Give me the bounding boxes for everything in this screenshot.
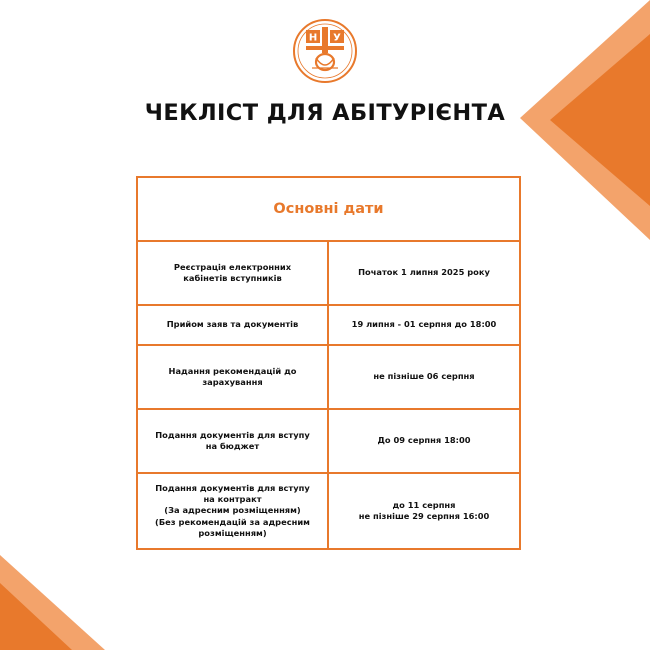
event-cell: Надання рекомендацій до зарахування [138, 346, 329, 408]
table-row [138, 306, 519, 346]
corner-decoration-left [0, 555, 105, 650]
event-cell: Подання документів для вступу на контракт (За адресним розміщенням) (Без рекомендацій за адресним розміщенням) [138, 474, 329, 548]
university-logo [292, 18, 358, 84]
date-cell: 19 липня - 01 серпня до 18:00 [351, 319, 497, 330]
table-header-label: Основні дати [273, 201, 384, 217]
page-title: ЧЕКЛІСТ ДЛЯ АБІТУРІЄНТА [144, 100, 506, 126]
event-cell: Подання документів для вступу на бюджет [138, 410, 329, 472]
logo-letter-u: У [333, 32, 341, 44]
date-cell: До 09 серпня 18:00 [377, 435, 471, 446]
table-row [138, 242, 519, 306]
dates-table [136, 176, 521, 550]
table-row [138, 346, 519, 410]
logo-letter-n: Н [308, 32, 318, 44]
table-header [138, 178, 519, 242]
event-cell: Реєстрація електронних кабінетів вступників [138, 242, 329, 304]
table-row [138, 474, 519, 548]
table-row [138, 410, 519, 474]
date-cell: до 11 серпня не пізніше 29 серпня 16:00 [358, 499, 490, 521]
event-cell: Прийом заяв та документів [138, 306, 329, 344]
date-cell: Початок 1 липня 2025 року [358, 267, 490, 278]
date-cell: не пізніше 06 серпня [373, 371, 475, 382]
